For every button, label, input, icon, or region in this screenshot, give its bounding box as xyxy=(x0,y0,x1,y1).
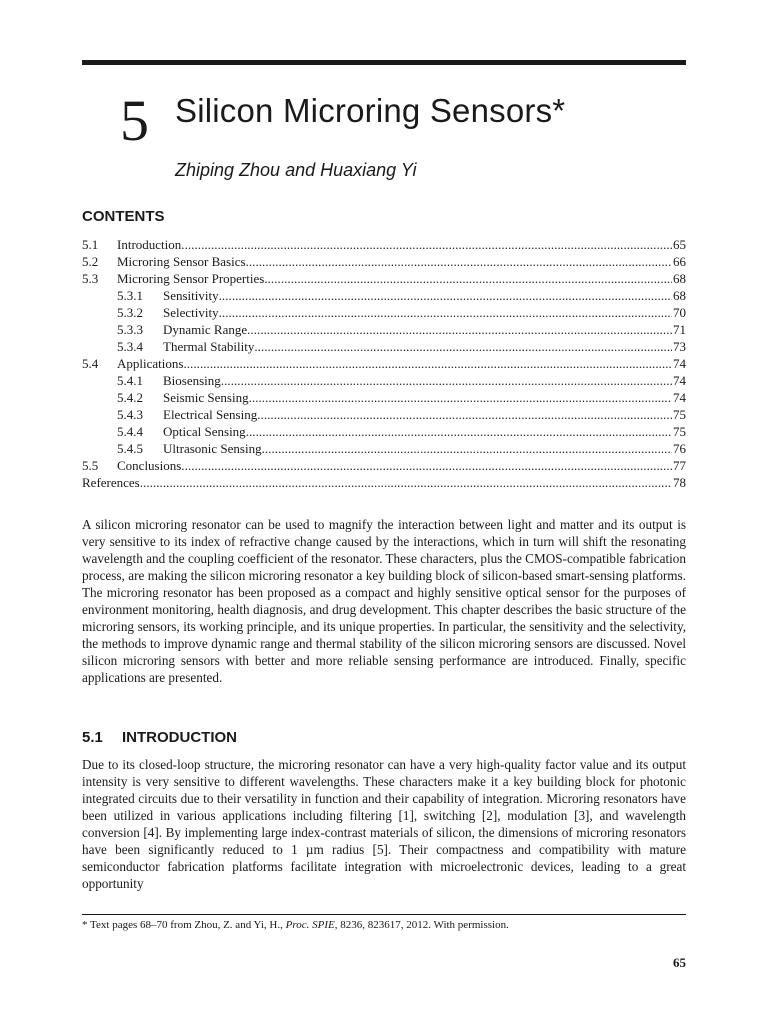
toc-entry-title: Selectivity xyxy=(163,305,219,320)
footnote-journal: Proc. SPIE xyxy=(285,919,335,931)
toc-entry xyxy=(82,236,686,253)
toc-entry-title: Seismic Sensing xyxy=(163,390,249,405)
toc-leader-dots xyxy=(257,406,672,423)
footnote xyxy=(82,919,509,931)
footnote-prefix: * Text pages 68–70 from Zhou, Z. and Yi, H., xyxy=(82,919,286,931)
toc-entry-number: 5.4.2 xyxy=(117,390,143,405)
toc-leader-dots xyxy=(262,440,672,457)
toc-entry-title: Introduction xyxy=(117,237,182,252)
toc-entry xyxy=(82,304,686,321)
toc-entry-title: Applications xyxy=(117,356,184,371)
toc-entry xyxy=(82,270,686,287)
toc-entry-title: References xyxy=(82,475,140,490)
toc-entry-title: Biosensing xyxy=(163,373,221,388)
toc-entry-title: Microring Sensor Properties xyxy=(117,271,265,286)
toc-leader-dots xyxy=(247,321,672,338)
toc-entry xyxy=(82,474,686,491)
toc-entry xyxy=(82,321,686,338)
toc-entry xyxy=(82,338,686,355)
toc-entry-page: 66 xyxy=(673,254,686,269)
toc-entry xyxy=(82,389,686,406)
toc-entry-number: 5.4.1 xyxy=(117,373,143,388)
toc-entry-title: Ultrasonic Sensing xyxy=(163,441,262,456)
footnote-rule xyxy=(82,914,686,915)
toc-entry-number: 5.2 xyxy=(82,254,99,269)
toc-leader-dots xyxy=(221,372,672,389)
toc-entry-title: Optical Sensing xyxy=(163,424,246,439)
toc-entry-page: 74 xyxy=(673,390,686,405)
toc-entry-number: 5.5 xyxy=(82,458,99,473)
toc-entry-number: 5.3.3 xyxy=(117,322,143,337)
toc-entry-title: Conclusions xyxy=(117,458,182,473)
toc-entry-number: 5.3 xyxy=(82,271,99,286)
toc-leader-dots xyxy=(219,304,672,321)
toc-entry-page: 68 xyxy=(673,288,686,303)
chapter-number: 5 xyxy=(120,88,149,153)
toc-entry-page: 78 xyxy=(673,475,686,490)
chapter-title: Silicon Microring Sensors* xyxy=(175,92,566,129)
toc-leader-dots xyxy=(183,355,672,372)
toc-leader-dots xyxy=(246,423,672,440)
section-heading xyxy=(82,729,237,746)
intro-paragraph: Due to its closed-loop structure, the microring resonator can have a very high-quality factor value and its output intensity is very sensitive to different wavelengths. These characters make it a key building block for photonic integrated circuits due to their versatility in function and their capability of integration. Microring resonators have been utilized in various applications including filtering [1], switching [2], modulation [3], and wavelength conversion [4]. By implementing large index-contrast materials of silicon, the dimensions of microring resonators have been significantly reduced to 1 µm radius [5]. Their compactness and compatibility with mature semiconductor fabrication platforms facilitate integration with microelectronic devices, leading to a great opportunity xyxy=(82,757,686,891)
toc-entry-number: 5.1 xyxy=(82,237,99,252)
toc-entry-number: 5.3.2 xyxy=(117,305,143,320)
toc-entry-page: 68 xyxy=(673,271,686,286)
toc-entry-number: 5.4 xyxy=(82,356,99,371)
toc-entry xyxy=(82,372,686,389)
section-number: 5.1 xyxy=(82,729,103,746)
toc-entry-page: 75 xyxy=(673,424,686,439)
toc-entry-number: 5.4.5 xyxy=(117,441,143,456)
toc-leader-dots xyxy=(219,287,672,304)
toc-entry-title: Thermal Stability xyxy=(163,339,255,354)
toc-entry-page: 71 xyxy=(673,322,686,337)
toc-entry xyxy=(82,253,686,270)
toc-entry-number: 5.4.4 xyxy=(117,424,143,439)
toc-entry-number: 5.3.4 xyxy=(117,339,143,354)
toc-entry-number: 5.3.1 xyxy=(117,288,143,303)
table-of-contents xyxy=(82,236,686,491)
toc-leader-dots xyxy=(181,457,672,474)
toc-entry-page: 70 xyxy=(673,305,686,320)
toc-entry-page: 76 xyxy=(673,441,686,456)
toc-entry xyxy=(82,440,686,457)
toc-entry-page: 74 xyxy=(673,373,686,388)
toc-entry-page: 65 xyxy=(673,237,686,252)
toc-entry xyxy=(82,406,686,423)
toc-entry-title: Dynamic Range xyxy=(163,322,248,337)
toc-leader-dots xyxy=(264,270,672,287)
toc-entry-title: Sensitivity xyxy=(163,288,219,303)
toc-leader-dots xyxy=(181,236,672,253)
footnote-suffix: , 8236, 823617, 2012. With permission. xyxy=(334,919,509,931)
abstract-paragraph: A silicon microring resonator can be used to magnify the interaction between light and matter and its output is very sensitive to its index of refractive change caused by the interactions, which in turn will shift the resonating wavelength and the coupling coefficient of the resonator. These characters, plus the CMOS-compatible fabrication process, are making the silicon microring resonator a key building block of silicon-based smart-sensing platforms. The microring resonator has been proposed as a compact and highly sensitive optical sensor for the purposes of environment monitoring, health diagnosis, and drug development. This chapter describes the basic structure of the microring sensors, its working principle, and its unique properties. In particular, the sensitivity and the selectivity, the methods to improve dynamic range and thermal stability of the silicon microring sensors are discussed. Novel silicon microring sensors with better and more reliable sensing performance are introduced. Finally, specific applications are presented. xyxy=(82,517,686,685)
page-number: 65 xyxy=(673,955,686,970)
toc-entry xyxy=(82,355,686,372)
chapter-authors: Zhiping Zhou and Huaxiang Yi xyxy=(175,160,417,180)
toc-leader-dots xyxy=(246,253,672,270)
toc-entry-number: 5.4.3 xyxy=(117,407,143,422)
toc-entry-title: Microring Sensor Basics xyxy=(117,254,246,269)
toc-entry xyxy=(82,423,686,440)
toc-entry-page: 75 xyxy=(673,407,686,422)
toc-entry-page: 74 xyxy=(673,356,686,371)
toc-leader-dots xyxy=(249,389,672,406)
contents-heading: CONTENTS xyxy=(82,208,165,225)
section-title: INTRODUCTION xyxy=(122,729,237,746)
toc-entry-page: 77 xyxy=(673,458,686,473)
toc-entry-page: 73 xyxy=(673,339,686,354)
toc-entry xyxy=(82,457,686,474)
toc-entry-title: Electrical Sensing xyxy=(163,407,258,422)
top-rule xyxy=(82,60,686,65)
toc-leader-dots xyxy=(254,338,672,355)
toc-leader-dots xyxy=(140,474,672,491)
toc-entry xyxy=(82,287,686,304)
